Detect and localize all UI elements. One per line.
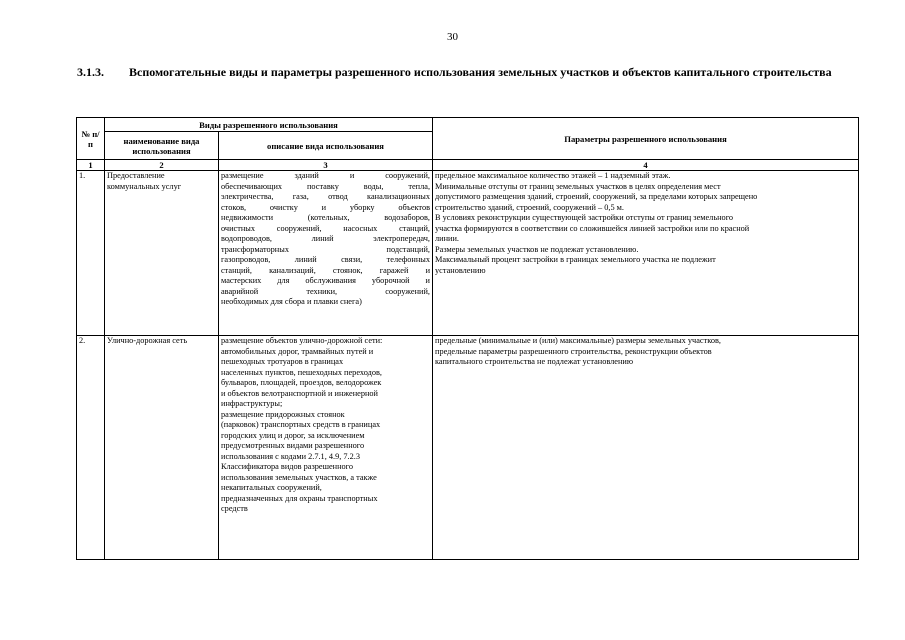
text-line: размещение объектов улично-дорожной сети: <box>221 336 383 345</box>
section-number: 3.1.3. <box>77 65 104 79</box>
text-line: автомобильных дорог, трамвайных путей и <box>221 346 374 356</box>
text-line: предназначенных для охраны транспортных <box>221 493 378 503</box>
text-line: использования с кодами 2.7.1, 4.9, 7.2.3 <box>221 451 360 461</box>
text-line: Классификатора видов разрешенного <box>221 462 354 471</box>
text-line: некапитальных сооружений, <box>221 483 322 492</box>
text-line: мастерских для обслуживания уборочной и <box>221 276 431 285</box>
text-line: городских улиц и дорог, за исключением <box>221 430 365 440</box>
text-line: Максимальный процент застройки в границах земельного участка не подлежит <box>435 255 716 264</box>
text-line: допустимого размещения зданий, строений, сооружений, за пределами которых запрещено <box>435 192 758 201</box>
text-line: газопроводов, линий связи, телефонных <box>221 255 431 264</box>
page-number: 30 <box>447 31 458 43</box>
parameter-lines <box>435 336 856 368</box>
text-line: населенных пунктов, пешеходных переходов, <box>221 367 383 377</box>
text-line: предельные параметры разрешенного строительства, реконструкции объектов <box>435 346 712 356</box>
text-line: бульваров, площадей, проездов, велодорожек <box>221 378 382 387</box>
usage-description <box>219 171 433 336</box>
header-types-group: Виды разрешенного использования <box>105 118 433 132</box>
text-line: предусмотренных видами разрешенного <box>221 441 365 450</box>
text-line: линии. <box>435 234 459 243</box>
text-line: использования земельных участков, а также <box>221 472 377 482</box>
section-title: Вспомогательные виды и параметры разрешенного использования земельных участков и объектов капитального строительства <box>129 65 832 79</box>
table-row <box>77 171 859 336</box>
column-number: 4 <box>433 160 859 171</box>
header-name: наименование вида использования <box>105 132 219 160</box>
usage-name: Предоставление коммунальных услуг <box>105 171 219 336</box>
text-line: недвижимости (котельных, водозаборов, <box>221 213 431 222</box>
text-line: водопроводов, линий электропередач, <box>221 234 431 243</box>
header-num: № п/п <box>77 118 105 160</box>
text-line: электричества, газа, отвод канализационных <box>221 192 431 201</box>
usage-name: Улично-дорожная сеть <box>105 336 219 560</box>
usage-description <box>219 336 433 560</box>
usage-table <box>76 117 859 560</box>
table-row <box>77 336 859 560</box>
text-line: очистных сооружений, насосных станций, <box>221 223 431 233</box>
text-line: станций, канализаций, стоянок, гаражей и <box>221 265 431 275</box>
text-line: размещение зданий и сооружений, <box>221 171 431 180</box>
text-line: стоков, очистку и уборку объектов <box>221 202 431 212</box>
text-line: и объектов велотранспортной и инженерной <box>221 388 378 398</box>
text-line: средств <box>221 504 248 513</box>
text-line: предельное максимальное количество этажей – 1 надземный этаж. <box>435 171 671 180</box>
row-number: 2. <box>77 336 105 560</box>
text-line: размещение придорожных стоянок <box>221 409 345 419</box>
text-line: установлению <box>435 265 486 275</box>
text-line: аварийной техники, сооружений, <box>221 286 431 296</box>
text-line: Минимальные отступы от границ земельных участков в целях определения мест <box>435 181 721 191</box>
text-line: инфраструктуры; <box>221 399 283 408</box>
text-line: капитального строительства не подлежат установлению <box>435 357 634 366</box>
header-params: Параметры разрешенного использования <box>433 118 859 160</box>
description-lines <box>221 336 430 515</box>
text-line: В условиях реконструкции существующей застройки отступы от границ земельного <box>435 213 734 222</box>
text-line: необходимых для сбора и плавки снега) <box>221 297 362 306</box>
column-number: 1 <box>77 160 105 171</box>
row-number: 1. <box>77 171 105 336</box>
text-line: (парковок) транспортных средств в границах <box>221 420 381 429</box>
text-line: обеспечивающих поставку воды, тепла, <box>221 181 431 191</box>
usage-parameters <box>433 336 859 560</box>
column-number: 3 <box>219 160 433 171</box>
column-number: 2 <box>105 160 219 171</box>
text-line: пешеходных тротуаров в границах <box>221 357 344 366</box>
text-line: строительство зданий, строений, сооружений – 0,5 м. <box>435 202 624 212</box>
text-line: участка формируются в соответствии со сложившейся линией застройки или по красной <box>435 223 750 233</box>
text-line: трансформаторных подстанций, <box>221 244 431 254</box>
parameter-lines <box>435 171 856 276</box>
text-line: Размеры земельных участков не подлежат установлению. <box>435 244 639 254</box>
text-line: предельные (минимальные и (или) максимальные) размеры земельных участков, <box>435 336 721 345</box>
usage-parameters <box>433 171 859 336</box>
header-description: описание вида использования <box>219 132 433 160</box>
description-lines <box>221 171 430 308</box>
